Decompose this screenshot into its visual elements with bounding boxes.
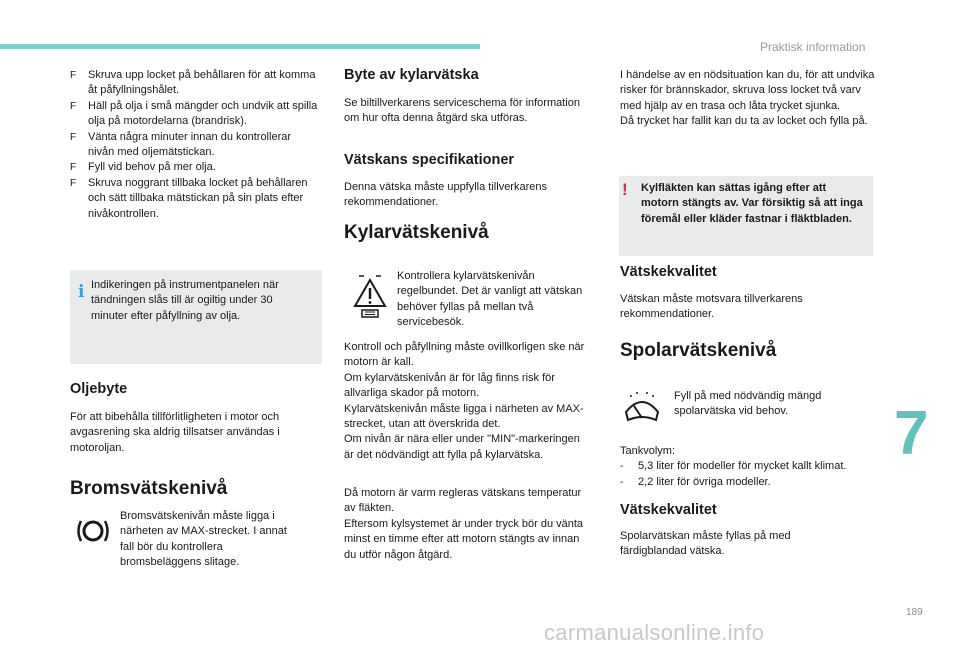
oil-change-text: För att bibehålla tillförlitligheten i motor och avgasrening ska aldrig tillsatser användas i motoroljan. — [70, 411, 280, 454]
info-box — [70, 270, 322, 364]
emergency-info: I händelse av en nödsituation kan du, för att undvika risker för brännskador, skruva loss locket två varv med hjälp av en trasa och låta trycket sjunka. Då trycket har fallit kan du ta av locket och fylla på. — [620, 69, 875, 128]
chapter-number: 7 — [894, 399, 929, 468]
page-number: 189 — [906, 607, 923, 618]
tank-volume: Tankvolym: - 5,3 liter för modeller för mycket kallt klimat. - 2,2 liter för övriga modeller. — [620, 444, 876, 490]
washer-heading: Spolarvätskenivå — [620, 340, 777, 361]
oil-change-heading: Oljebyte — [70, 381, 128, 397]
info-text: Indikeringen på instrumentpanelen när tändningen slås till är ogiltig under 30 minuter efter påfyllning av olja. — [91, 279, 279, 322]
bullet-marker: F — [70, 162, 77, 174]
washer-quality-heading: Vätskekvalitet — [620, 502, 717, 518]
warm-engine-info: Då motorn är varm regleras vätskans temperatur av fläkten. Eftersom kylsystemet är under tryck bör du vänta minst en timme efter att motorn stängts av innan du utför någon åtgärd. — [344, 487, 584, 561]
spec-text: Denna vätska måste uppfylla tillverkarens rekommendationer. — [344, 181, 547, 209]
list-item: - 5,3 liter för modeller för mycket kallt klimat. — [620, 460, 847, 473]
warning-box — [619, 176, 873, 256]
warning-text: Kylfläkten kan sättas igång efter att motorn stängts av. Var försiktig så att inga föremål eller kläder fastnar i fläktbladen. — [641, 182, 863, 225]
coolant-warning-icon — [350, 274, 390, 318]
warning-icon: ! — [622, 180, 628, 199]
info-icon: i — [78, 282, 85, 302]
list-item: F Fyll vid behov på mer olja. — [70, 160, 320, 175]
coolant-change-text: Se biltillverkarens serviceschema för information om hur ofta denna åtgärd ska utföras. — [344, 97, 580, 125]
section-title: Praktisk information — [760, 40, 866, 54]
brake-fluid-icon — [74, 515, 112, 547]
brake-text: Bromsvätskenivån måste ligga i närheten av MAX-strecket. I annat fall bör du kontrollera bromsbeläggens slitage. — [120, 510, 287, 569]
washer-quality-text: Spolarvätskan måste fyllas på med färdigblandad vätska. — [620, 530, 791, 558]
list-item: - 2,2 liter för övriga modeller. — [620, 475, 771, 488]
list-item: F Skruva noggrant tillbaka locket på behållaren och sätt tillbaka mätstickan på sin plats efter nivåkontrollen. — [70, 176, 308, 220]
list-item: F Skruva upp locket på behållaren för att komma åt påfyllningshålet. — [70, 69, 316, 97]
washer-fluid-icon — [622, 390, 662, 426]
bullet-list — [70, 68, 320, 222]
header-accent-bar — [0, 44, 480, 49]
list-item: F Häll på olja i små mängder och undvik att spilla olja på motordelarna (brandrisk). — [70, 99, 318, 128]
fluid-quality-heading: Vätskekvalitet — [620, 264, 717, 280]
bullet-marker: F — [70, 131, 77, 143]
coolant-change-heading: Byte av kylarvätska — [344, 67, 479, 83]
brake-heading: Bromsvätskenivå — [70, 478, 228, 499]
watermark: carmanualsonline.info — [544, 620, 765, 645]
fluid-quality-text: Vätskan måste motsvara tillverkarens rekommendationer. — [620, 293, 803, 321]
coolant-icon-text: Kontrollera kylarvätskenivån regelbundet. Det är vanligt att vätskan behöver fyllas på mellan två servicebesök. — [397, 270, 583, 329]
washer-icon-text: Fyll på med nödvändig mängd spolarvätska vid behov. — [674, 390, 822, 418]
bullet-marker: F — [70, 100, 77, 112]
coolant-heading: Kylarvätskenivå — [344, 222, 489, 243]
coolant-info: Kontroll och påfyllning måste ovillkorligen ske när motorn är kall. Om kylarvätskenivån är för låg finns risk för allvarliga skador på motorn. Kylarvätskenivån måste ligga i närheten av MAX-strecket, utan att överskrida det. Om nivån är nära eller under "MIN"-markeringen är det nödvändigt att fylla på kylarvätska. — [344, 341, 585, 461]
bullet-marker: F — [70, 177, 77, 189]
spec-heading: Vätskans specifikationer — [344, 152, 515, 168]
list-item: F Vänta några minuter innan du kontrollerar nivån med oljemätstickan. — [70, 130, 292, 159]
bullet-marker: F — [70, 70, 77, 81]
